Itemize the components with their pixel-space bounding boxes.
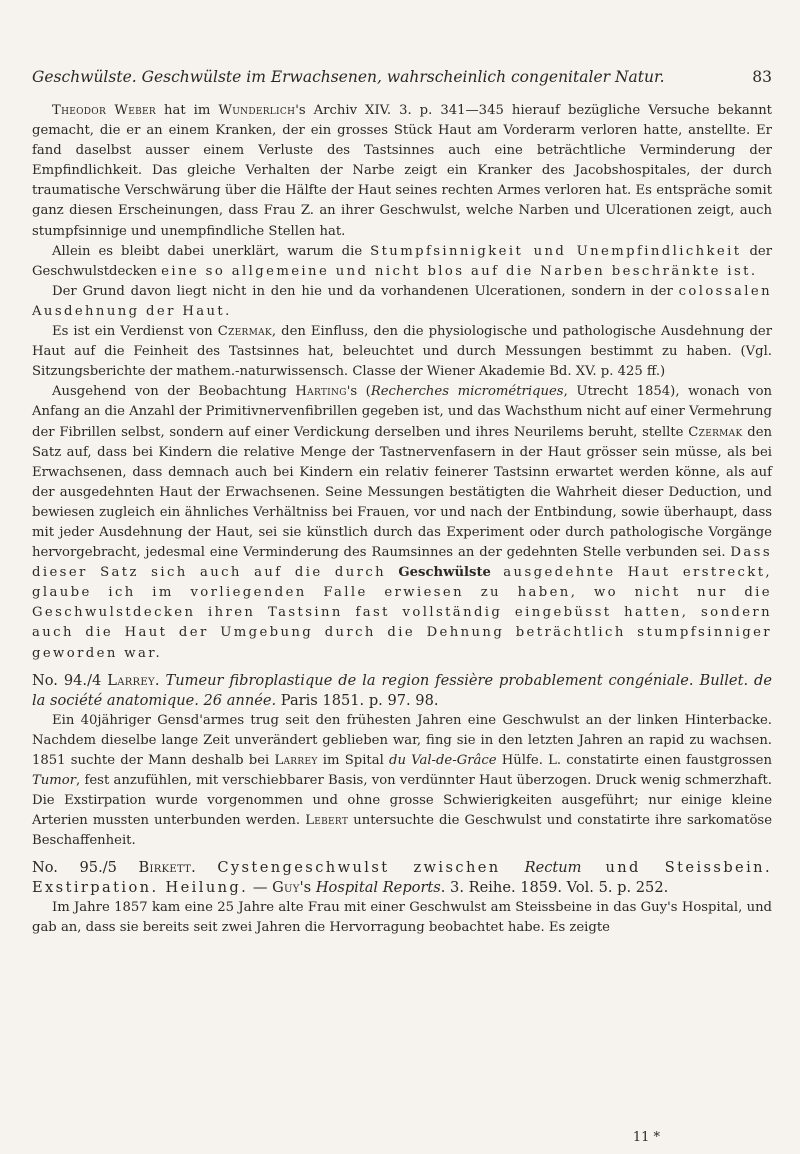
running-title: Geschwülste. Geschwülste im Erwachsenen, wahrscheinlich congenitaler Natur. [32, 68, 665, 86]
text-run: , den Einfluss, den die physiologische und pathologische Ausdehnung der Haut auf die Feinheit des Tastsinnes hat, beleuchtet und durch Messungen bestimmt zu haben. (Vgl. Sitzungsberichte der mathem.-naturwissensch. Classe der Wiener Akademie Bd. XV. p. 425 ff.) [32, 324, 772, 380]
text-run: Hülfe. L. constatirte einen faustgrossen [496, 752, 772, 768]
text-run: Tumor [32, 772, 77, 788]
text-run: Larrey [274, 752, 318, 768]
text-run: Tumeur fibroplastique de la region fessière probablement congéniale. Bullet. de la société anatomique. 26 année. [32, 671, 772, 709]
text-run: und Steissbein. Exstirpation. Heilung. [32, 859, 772, 897]
text-run: — [248, 879, 273, 897]
main-text [32, 101, 772, 938]
text-run: Ein 40jähriger Gensd'armes trug seit den frühesten Jahren eine Geschwulst an der linken Hinterbacke. Nachdem dieselbe lange Zeit unverändert geblieben war, fing sie in den letzten Jahren an rapid zu wachsen. 1851 suchte der Mann deshalb bei [32, 712, 772, 768]
text-run: Allein es bleibt dabei unerklärt, warum die [52, 243, 371, 259]
text-run: Im Jahre 1857 kam eine 25 Jahre alte Frau mit einer Geschwulst am Steissbeine in das Guy's Hospital, und gab an, dass sie bereits seit zwei Jahren die Hervorragung beobachtet habe. Es zeigte [32, 900, 772, 936]
text-run: 's [299, 879, 316, 897]
paragraph-grund [32, 282, 772, 322]
text-run: . [191, 859, 218, 877]
text-run: Paris 1851. p. 97. 98. [276, 691, 439, 709]
text-run: Czermak [688, 424, 743, 440]
text-run: hat im [155, 103, 219, 118]
text-run: Rectum [524, 859, 582, 877]
page-header [32, 68, 772, 92]
paragraph-harting [32, 382, 772, 663]
case-entry-94-text [32, 711, 772, 852]
text-run: den Satz auf, dass bei Kindern die relative Menge der Tastnervenfasern in der Haut grösser sein müsse, als bei Erwachsenen, dass demnach auch bei Kindern ein relativ feinerer Tastsinn erwartet werden könne, als auf der ausgedehnten Haut der Erwachsenen. Seine Messungen bestätigten die Wahrheit dieser Deduction, und bewiesen zugleich ein ähnliches Verhältniss bei Frauen, vor und nach der Entbindung, sowie überhaupt, dass mit jeder Ausdehnung der Haut, sei sie künstlich durch das Experiment oder durch pathologische Vorgänge hervorgebracht, jedesmal eine Verminderung des Raumsinnes an der gedehnten Stelle verbunden sei. [32, 424, 772, 561]
text-run: Geschwülste [398, 565, 491, 581]
text-run: . [154, 671, 166, 689]
text-run: 's Archiv XIV. 3. p. 341—345 hierauf bezügliche Versuche bekannt gemacht, die er an einem Kranken, der ein grosses Stück Haut am Vorderarm verloren hatte, anstellte. Er fand daselbst ausser einem Verluste des Tastsinnes auch eine beträchtliche Verminderung der Empfindlichkeit. Das gleiche Verhalten der Narbe zeigt ein Kranker des Jacobshospitales, der durch traumatische Verschwärung über die Hälfte der Haut seines rechten Armes verloren hat. Es entspräche somit ganz diesen Erscheinungen, dass Frau Z. an ihrer Geschwulst, welche Narben und Ulcerationen zeigt, auch stumpfsinnige und unempfindliche Stellen hat. [32, 103, 772, 239]
text-run: . 3. Reihe. 1859. Vol. 5. p. 252. [440, 879, 669, 897]
paragraph-weber [32, 101, 772, 242]
text-run: No. 95./5 [32, 859, 139, 877]
text-run: Stumpfsinnigkeit und Unempfindlichkeit [370, 243, 742, 259]
printer-signature: 11 * [632, 1130, 660, 1145]
paragraph-czermak [32, 322, 772, 382]
page-number: 83 [752, 68, 772, 86]
text-run: Ausgehend von der Beobachtung [52, 384, 296, 400]
text-run: du Val-de-Grâce [389, 752, 497, 768]
paragraph-stumpfsinnigkeit [32, 242, 772, 282]
text-run: Wunderlich [218, 103, 296, 118]
text-run: Der Grund davon liegt nicht in den hie und da vorhandenen Ulcerationen, sondern in der [52, 283, 679, 299]
case-entry-95-text [32, 898, 772, 938]
text-run: eine so allgemeine und nicht blos auf die Narben beschränkte ist. [161, 263, 758, 279]
case-entry-94-heading [32, 671, 772, 711]
text-run: der Geschwulstdecken [32, 243, 772, 279]
text-run: ausgedehnte Haut erstreckt, glaube ich im vorliegenden Falle erwiesen zu haben, wo nicht nur die Geschwulstdecken ihren Tastsinn fast vollständig eingebüsst hatten, sondern auch die Haut der Umgebung durch die Dehnung beträchtlich stumpfsinniger geworden war. [32, 565, 772, 661]
text-run: Guy [272, 879, 300, 897]
case-entry-95-heading [32, 858, 772, 898]
text-run: colossalen Ausdehnung der Haut. [32, 283, 772, 319]
text-run: Larrey [107, 671, 155, 689]
text-run: Cystengeschwulst zwischen [217, 859, 525, 877]
text-run: Hospital Reports [315, 879, 441, 897]
text-run: , fest anzufühlen, mit verschiebbarer Basis, von verdünnter Haut überzogen. Druck wenig schmerzhaft. Die Exstirpation wurde vorgenommen und ohne grosse Schwierigkeiten ausgeführt; nur einige kleine Arterien mussten unterbunden werden. [32, 772, 772, 829]
text-run: Czermak [217, 324, 272, 340]
text-run: Birkett [138, 859, 192, 877]
text-run: Harting [295, 384, 347, 400]
text-run: Lebert [305, 813, 349, 829]
text-run: Dass dieser Satz sich auch auf die durch [32, 545, 772, 581]
text-run: 's ( [346, 384, 371, 400]
text-run: No. 94./4 [32, 671, 108, 689]
text-run: untersuchte die Geschwulst und constatirte ihre sarkomatöse Beschaffenheit. [32, 813, 772, 849]
text-run: , Utrecht 1854), wonach von Anfang an die Anzahl der Primitivnervenfibrillen gegeben ist, und das Wachsthum nicht auf einer Vermehrung der Fibrillen selbst, sondern auf einer Verdickung derselben und ihres Neurilems beruht, stellte [32, 384, 773, 440]
text-run: Es ist ein Verdienst von [52, 324, 218, 340]
text-run: im Spital [317, 752, 389, 768]
text-run: Recherches micrométriques [370, 384, 564, 400]
text-run: Theodor Weber [52, 103, 156, 118]
